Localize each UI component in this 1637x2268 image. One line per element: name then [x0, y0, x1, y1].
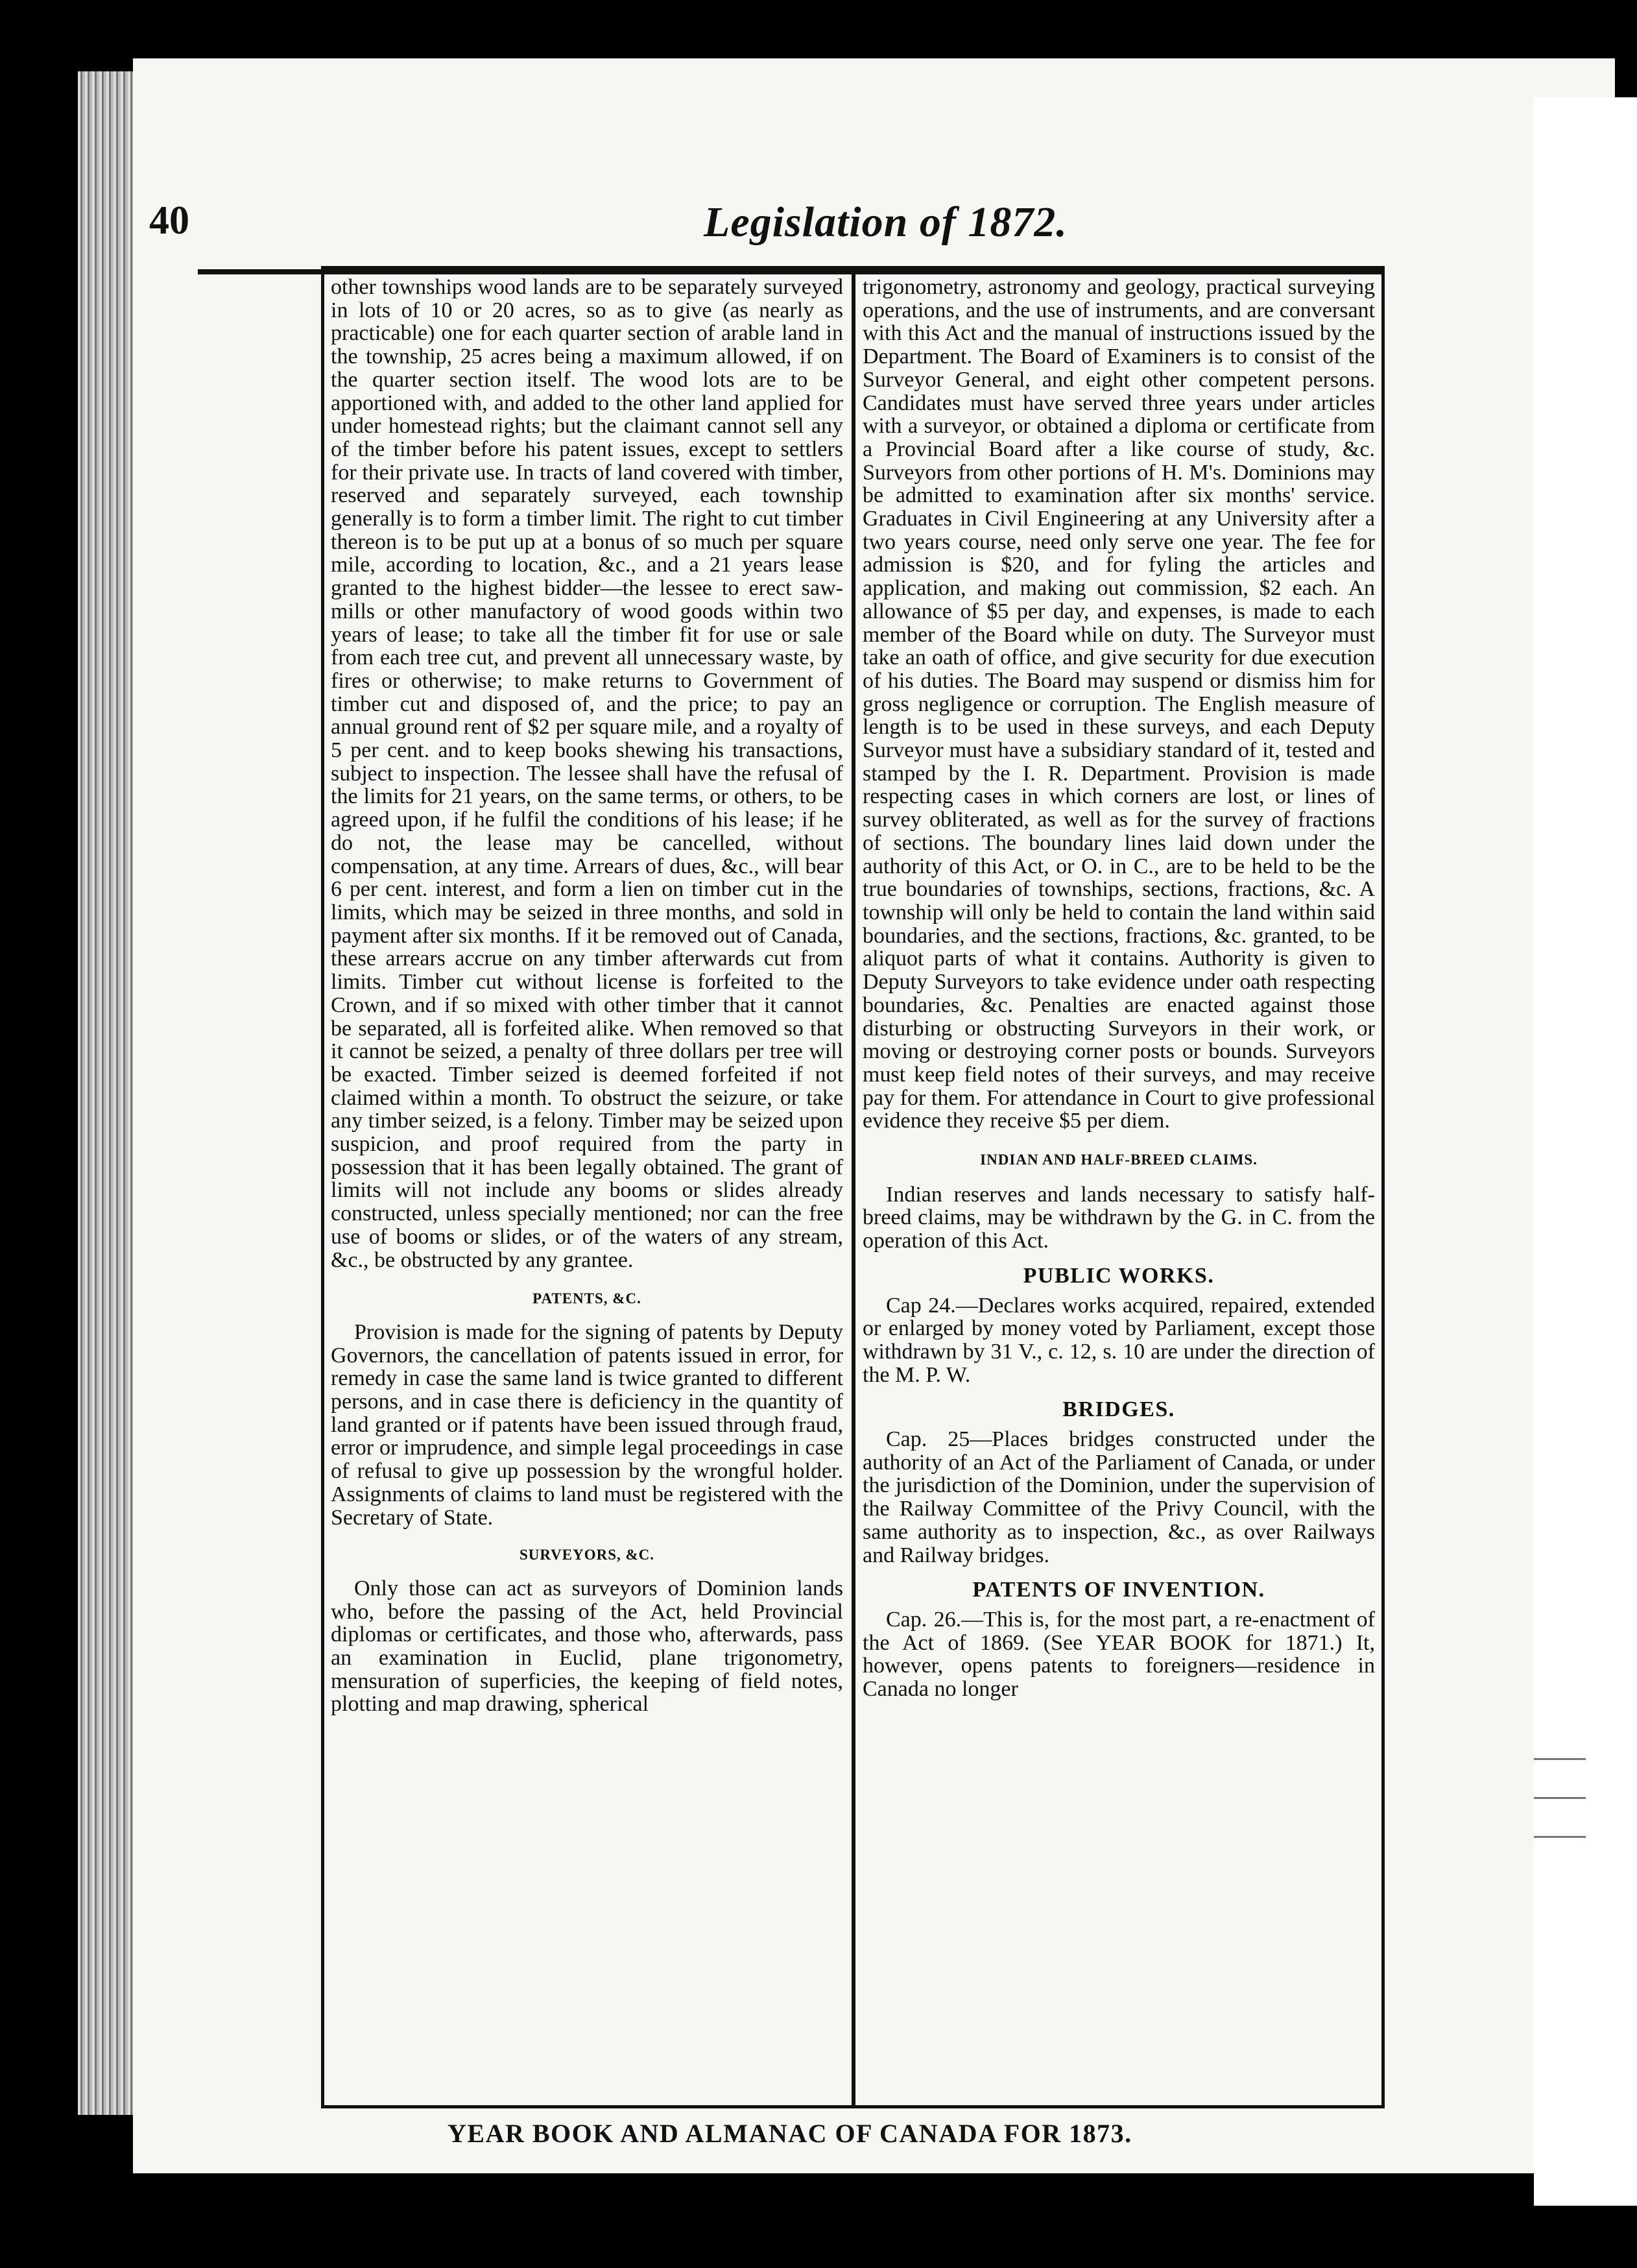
ghost-text-line [1534, 1836, 1586, 1838]
right-column [863, 276, 1375, 2102]
ghost-text-line [1534, 1797, 1586, 1799]
patents-heading: PATENTS, &C. [532, 1290, 641, 1307]
patents-of-invention-paragraph: Cap. 26.—This is, for the most part, a re-enactment of the Act of 1869. (See YEAR BOOK for 1871.) It, however, opens patents to foreigners—residence in Canada no longer [863, 1607, 1375, 1702]
timber-lands-paragraph: other townships wood lands are to be separately surveyed in lots of 10 or 20 acres, so as to give (as nearly as practicable) one for each quarter section of arable land in the township, 25 acres being a maximum allowed, if on the quarter section itself. The wood lots are to be apportioned with, and added to the other land applied for under homestead rights; but the claimant cannot sell any of the timber before his patent issues, except to settlers for their private use. In tracts of land covered with timber, reserved and separately surveyed, each township generally is to form a timber limit. The right to cut timber thereon is to be put up at a bonus of so much per square mile, according to location, &c., and a 21 years lease granted to the highest bidder—the lessee to erect saw-mills or other manufactory of wood goods within two years of lease; to take all the timber fit for use or sale from each tree cut, and prevent all unnecessary waste, by fires or otherwise; to make returns to Government of timber cut and disposed of, and the price; to pay an annual ground rent of $2 per square mile, and a royalty of 5 per cent. and to keep books shewing his transactions, subject to inspection. The lessee shall have the refusal of the limits for 21 years, on the same terms, or others, to be agreed upon, if he fulfil the conditions of his lease; if he do not, the lease may be cancelled, without compensation, at any time. Arrears of dues, &c., will bear 6 per cent. interest, and form a lien on timber cut in the limits, which may be seized in three months, and sold in payment after six months. If it be removed out of Canada, these arrears accrue on any timber afterwards cut from limits. Timber cut without license is forfeited to the Crown, and if so mixed with other timber that it cannot be separated, all is forfeited alike. When removed so that it cannot be seized, a penalty of three dollars per tree will be exacted. Timber seized is deemed forfeited if not claimed within a month. To obstruct the seizure, or take any timber seized, is a felony. Timber may be seized upon suspicion, and proof required from the party in possession that it has been legally obtained. The grant of limits will not include any booms or slides already constructed, unless specially mentioned; nor can the free use of booms or slides, or of the waters of any stream, &c., be obstructed by any grantee. [331, 276, 843, 1272]
patents-paragraph: Provision is made for the signing of patents by Deputy Governors, the cancellation of patents issued in error, for remedy in case the same land is twice granted to different persons, and in case there is deficiency in the quantity of land granted or if patents have been issued through fraud, error or imprudence, and simple legal proceedings in case of refusal to give up possession by the wrongful holder. Assignments of claims to land must be registered with the Secretary of State. [331, 1320, 843, 1530]
column-divider [852, 266, 855, 2108]
adjacent-page-edge [1534, 97, 1637, 2206]
page-number: 40 [149, 199, 189, 243]
indian-claims-heading: INDIAN AND HALF-BREED CLAIMS. [980, 1152, 1258, 1168]
public-works-paragraph: Cap 24.—Declares works acquired, repaired, extended or enlarged by money voted by Parliament, except those withdrawn by 31 V., c. 12, s. 10 are under the direction of the M. P. W. [863, 1293, 1375, 1387]
page-footer: YEAR BOOK AND ALMANAC OF CANADA FOR 1873. [448, 2119, 1132, 2148]
surveyors-continued-paragraph: trigonometry, astronomy and geology, practical surveying operations, and the use of instruments, and are conversant with this Act and the manual of instructions issued by the Department. The Board of Examiners is to consist of the Surveyor General, and eight other competent persons. Candidates must have served three years under articles with a surveyor, or obtained a diploma or certificate from a Provincial Board after a like course of study, &c. Surveyors from other portions of H. M's. Dominions may be admitted to examination after six months' service. Graduates in Civil Engineering at any University after a two years course, need only serve one year. The fee for admission is $20, and for fyling the articles and application, and making out commission, $2 each. An allowance of $5 per day, and expenses, is made to each member of the Board while on duty. The Surveyor must take an oath of office, and give security for due execution of his duties. The Board may suspend or dismiss him for gross negligence or corruption. The English measure of length is to be used in these surveys, and each Deputy Surveyor must have a subsidiary standard of it, tested and stamped by the I. R. Department. Provision is made respecting cases in which corners are lost, or lines of survey obliterated, as well as for the survey of fractions of sections. The boundary lines laid down under the authority of this Act, or O. in C., are to be held to be the true boundaries of townships, sections, fractions, &c. A township will only be held to contain the land within said boundaries, and the sections, fractions, &c. granted, to be aliquot parts of what it contains. Authority is given to Deputy Surveyors to take evidence under oath respecting boundaries, &c. Penalties are enacted against those disturbing or obstructing Surveyors in their work, or moving or destroying corner posts or bounds. Surveyors must keep field notes of their surveys, and may receive pay for them. For attendance in Court to give professional evidence they receive $5 per diem. [863, 276, 1375, 1133]
indian-claims-paragraph: Indian reserves and lands necessary to satisfy half-breed claims, may be withdrawn by the G. in C. from the operation of this Act. [863, 1182, 1375, 1253]
bridges-paragraph: Cap. 25—Places bridges constructed under the authority of an Act of the Parliament of Canada, or under the jurisdiction of the Dominion, under the supervision of the Railway Committee of the Privy Council, with the same authority as to inspection, &c., as over Railways and Railway bridges. [863, 1427, 1375, 1567]
patents-of-invention-heading: PATENTS OF INVENTION. [972, 1578, 1265, 1602]
left-column [331, 276, 843, 2102]
surveyors-heading: SURVEYORS, &C. [519, 1547, 655, 1563]
running-head-title: Legislation of 1872. [704, 199, 1068, 246]
bridges-heading: BRIDGES. [1062, 1397, 1175, 1422]
public-works-heading: PUBLIC WORKS. [1023, 1263, 1215, 1288]
surveyors-paragraph: Only those can act as surveyors of Dominion lands who, before the passing of the Act, held Provincial diplomas or certificates, and those who, afterwards, pass an examination in Euclid, plane trigonometry, mensuration of superficies, the keeping of field notes, plotting and map drawing, spherical [331, 1576, 843, 1717]
ghost-text-line [1534, 1758, 1586, 1760]
book-page-edges [78, 71, 136, 2115]
